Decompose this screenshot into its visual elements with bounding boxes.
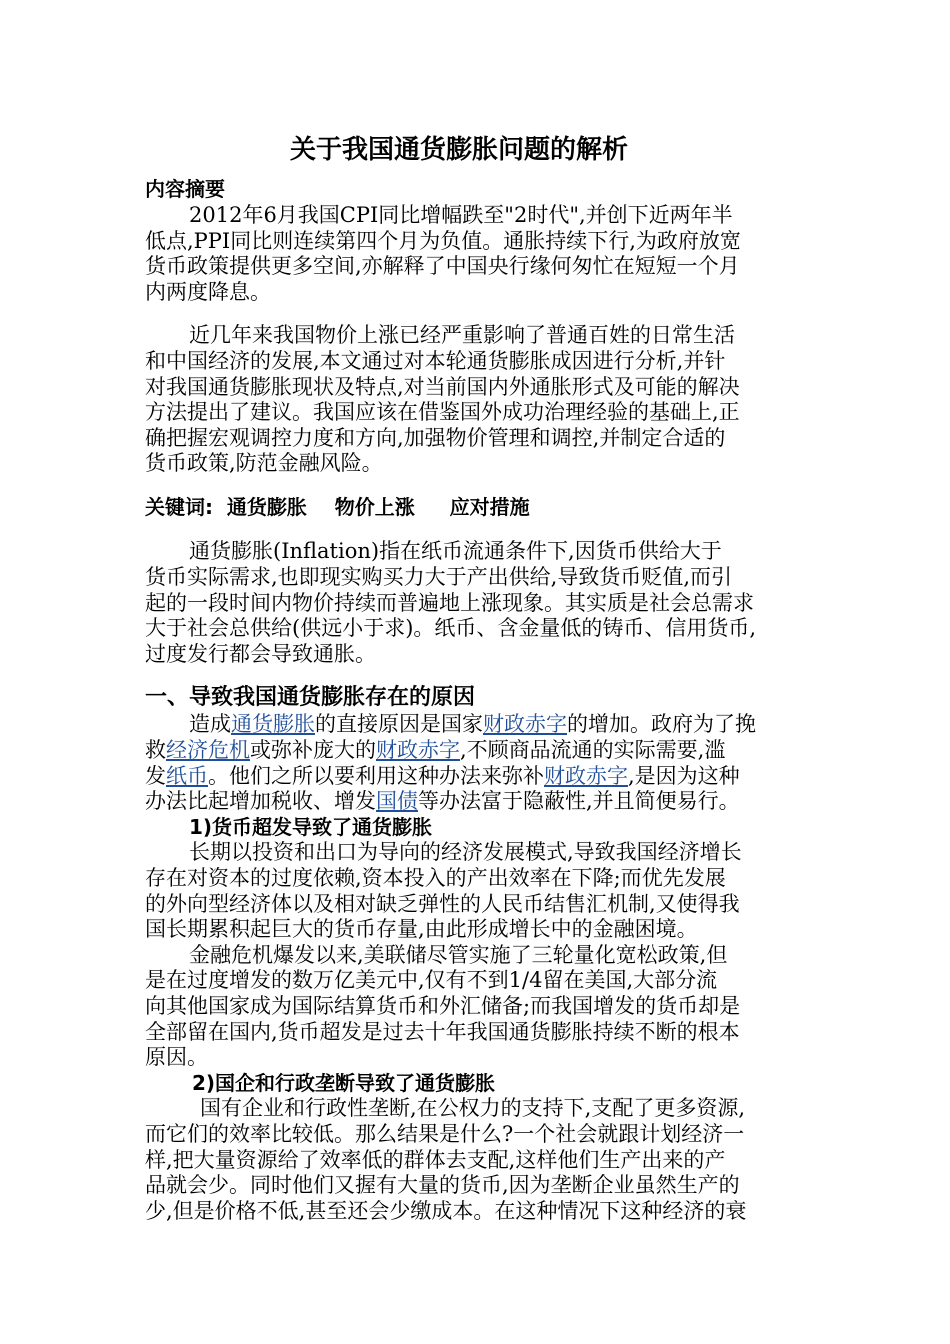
text-span: 品就会少。同时他们又握有大量的货币,因为垄断企业虽然生产的: [145, 1173, 740, 1197]
text-span: 少,但是价格不低,甚至还会少缴成本。在这种情况下这种经济的衰: [145, 1199, 747, 1223]
text-span: 对我国通货膨胀现状及特点,对当前国内外通胀形式及可能的解决: [145, 375, 740, 399]
text-span: 救: [145, 738, 166, 762]
hyperlink[interactable]: 经济危机: [166, 738, 250, 762]
text-span: 起的一段时间内物价持续而普遍地上涨现象。其实质是社会总需求: [145, 591, 754, 615]
text-line: [145, 788, 740, 814]
hyperlink[interactable]: 国债: [376, 789, 418, 813]
text-line: [145, 1121, 744, 1147]
text-line: [145, 1044, 208, 1070]
text-line: [145, 399, 740, 425]
text-span: 国有企业和行政性垄断,在公权力的支持下,支配了更多资源,: [200, 1096, 746, 1120]
text-span: 长期以投资和出口为导向的经济发展模式,导致我国经济增长: [189, 840, 742, 864]
text-line: [145, 1198, 746, 1224]
text-span: 和中国经济的发展,本文通过对本轮通货膨胀成因进行分析,并针: [145, 349, 726, 373]
text-line: [189, 322, 735, 348]
text-span: 样,把大量资源给了效率低的群体去支配,这样他们生产出来的产: [145, 1148, 726, 1172]
hyperlink[interactable]: 纸币: [166, 764, 208, 788]
text-line: [145, 615, 756, 641]
text-line: [189, 839, 742, 865]
text-line: [145, 1147, 725, 1173]
hyperlink[interactable]: 财政赤字: [544, 764, 628, 788]
text-line: [145, 1172, 740, 1198]
text-line: [200, 1095, 745, 1121]
text-span: 低点,PPI同比则连续第四个月为负值。通胀持续下行,为政府放宽: [145, 229, 741, 253]
heading-line: [145, 685, 475, 711]
text-span: 等办法富于隐蔽性,并且简便易行。: [418, 789, 740, 813]
text-line: [145, 590, 754, 616]
text-line: [145, 228, 741, 254]
text-span: 近几年来我国物价上涨已经严重影响了普通百姓的日常生活: [189, 323, 735, 347]
text-line: [189, 202, 733, 228]
text-line: [145, 279, 271, 305]
text-line: [145, 641, 376, 667]
text-span: 2)国企和行政垄断导致了通货膨胀: [192, 1071, 496, 1095]
heading-line: [145, 494, 530, 520]
text-span: 是在过度增发的数万亿美元中,仅有不到1/4留在美国,大部分流: [145, 968, 718, 992]
text-span: 关键词: 通货膨胀 物价上涨 应对措施: [145, 495, 530, 519]
text-span: 金融危机爆发以来,美联储尽管实施了三轮量化宽松政策,但: [189, 943, 728, 967]
text-span: 2012年6月我国CPI同比增幅跌至"2时代",并创下近两年半: [189, 203, 733, 227]
text-span: 。他们之所以要利用这种办法来弥补: [208, 764, 544, 788]
text-span: 向其他国家成为国际结算货币和外汇储备;而我国增发的货币却是: [145, 994, 741, 1018]
text-span: 原因。: [145, 1045, 208, 1069]
heading-line: [192, 1070, 495, 1096]
text-span: 1)货币超发导致了通货膨胀: [189, 815, 433, 839]
text-span: 大于社会总供给(供远小于求)。纸币、含金量低的铸币、信用货币,: [145, 616, 757, 640]
text-line: [145, 1019, 740, 1045]
text-span: 的增加。政府为了挽: [567, 712, 756, 736]
text-span: 存在对资本的过度依赖,资本投入的产出效率在下降;而优先发展: [145, 866, 726, 890]
text-line: [145, 916, 698, 942]
heading-line: [145, 176, 225, 202]
text-span: 的外向型经济体以及相对缺乏弹性的人民币结售汇机制,又使得我: [145, 892, 740, 916]
text-line: [189, 538, 722, 564]
text-span: 关于我国通货膨胀问题的解析: [290, 135, 629, 165]
text-line: [145, 737, 725, 763]
text-span: 内两度降息。: [145, 280, 271, 304]
text-span: 一、导致我国通货膨胀存在的原因: [145, 685, 476, 710]
text-span: 货币政策提供更多空间,亦解释了中国央行缘何匆忙在短短一个月: [145, 254, 740, 278]
text-span: ,不顾商品流通的实际需要,滥: [460, 738, 726, 762]
text-span: 办法比起增加税收、增发: [145, 789, 376, 813]
text-span: 国长期累积起巨大的货币存量,由此形成增长中的金融困境。: [145, 917, 698, 941]
text-line: [145, 450, 383, 476]
hyperlink[interactable]: 财政赤字: [483, 712, 567, 736]
text-span: 造成: [189, 712, 231, 736]
hyperlink[interactable]: 通货膨胀: [231, 712, 315, 736]
text-span: 货币政策,防范金融风险。: [145, 451, 383, 475]
text-line: [145, 891, 740, 917]
text-span: 确把握宏观调控力度和方向,加强物价管理和调控,并制定合适的: [145, 426, 726, 450]
text-span: 的直接原因是国家: [315, 712, 483, 736]
text-line: [145, 374, 740, 400]
text-span: 全部留在国内,货币超发是过去十年我国通货膨胀持续不断的根本: [145, 1020, 740, 1044]
text-span: 内容摘要: [145, 177, 225, 201]
text-line: [189, 711, 756, 737]
heading-line: [290, 137, 628, 163]
text-line: [145, 763, 740, 789]
text-span: 而它们的效率比较低。那么结果是什么?一个社会就跟计划经济一: [145, 1122, 745, 1146]
text-span: 过度发行都会导致通胀。: [145, 642, 376, 666]
text-span: 通货膨胀(Inflation)指在纸币流通条件下,因货币供给大于: [189, 539, 722, 563]
text-line: [145, 348, 725, 374]
text-span: 货币实际需求,也即现实购买力大于产出供给,导致货币贬值,而引: [145, 565, 733, 589]
text-span: 方法提出了建议。我国应该在借鉴国外成功治理经验的基础上,正: [145, 400, 740, 424]
text-span: 发: [145, 764, 166, 788]
heading-line: [189, 814, 432, 840]
text-line: [145, 993, 740, 1019]
text-line: [145, 253, 740, 279]
text-line: [145, 865, 726, 891]
text-line: [145, 564, 732, 590]
text-span: ,是因为这种: [628, 764, 740, 788]
text-line: [145, 967, 717, 993]
hyperlink[interactable]: 财政赤字: [376, 738, 460, 762]
text-line: [145, 425, 725, 451]
text-span: 或弥补庞大的: [250, 738, 376, 762]
text-line: [189, 942, 727, 968]
